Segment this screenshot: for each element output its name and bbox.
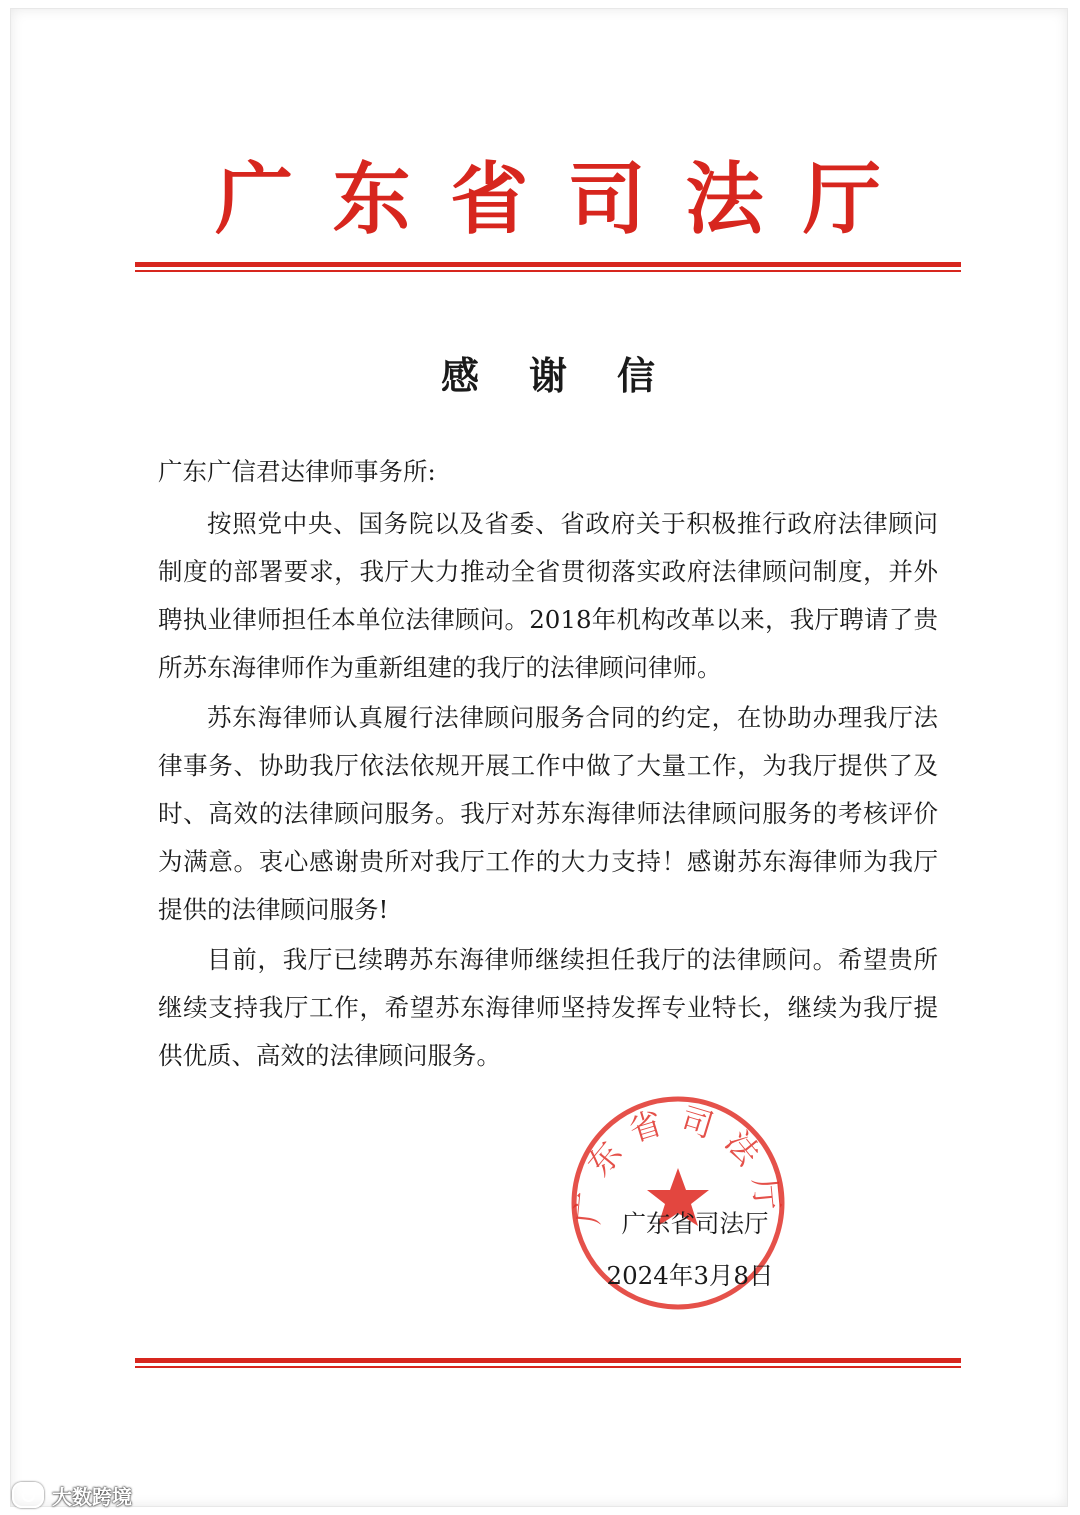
brand-logo-icon — [12, 1482, 44, 1508]
paragraph: 按照党中央、国务院以及省委、省政府关于积极推行政府法律顾问制度的部署要求，我厅大力推动全省贯彻落实政府法律顾问制度，并外聘执业律师担任本单位法律顾问。2018年机构改革以来，我厅聘请了贵所苏东海律师作为重新组建的我厅的法律顾问律师。 — [158, 509, 938, 682]
letterhead-char: 法 — [685, 154, 764, 245]
letterhead-char: 司 — [567, 154, 646, 245]
watermark — [12, 1480, 132, 1510]
letterhead-char: 东 — [332, 154, 411, 245]
letterhead-char: 广 — [215, 154, 294, 245]
paragraph: 目前，我厅已续聘苏东海律师继续担任我厅的法律顾问。希望贵所继续支持我厅工作，希望苏东海律师坚持发挥专业特长，继续为我厅提供优质、高效的法律顾问服务。 — [158, 945, 938, 1070]
footer-rule-thin — [135, 1366, 961, 1368]
seal-text: 广东省司法厅 — [568, 1099, 788, 1227]
signature-block — [590, 1198, 790, 1302]
footer-rule-thick — [135, 1358, 961, 1363]
letterhead-char: 省 — [450, 154, 529, 245]
header-rule-thin — [135, 270, 961, 272]
letterhead-char: 厅 — [802, 154, 881, 245]
letter-title: 感谢信 — [440, 353, 705, 398]
signature-date: 2024年3月8日 — [606, 1261, 774, 1290]
letterhead — [135, 150, 961, 250]
paragraph: 苏东海律师认真履行法律顾问服务合同的约定，在协助办理我厅法律事务、协助我厅依法依规开展工作中做了大量工作，为我厅提供了及时、高效的法律顾问服务。我厅对苏东海律师法律顾问服务的考核评价为满意。衷心感谢贵所对我厅工作的大力支持！感谢苏东海律师为我厅提供的法律顾问服务! — [158, 703, 938, 924]
letter-body — [158, 448, 938, 1082]
salutation: 广东广信君达律师事务所: — [158, 457, 436, 486]
header-rule-thick — [135, 262, 961, 267]
signature-organization: 广东省司法厅 — [621, 1209, 769, 1238]
watermark-text: 大数跨境 — [52, 1484, 132, 1509]
